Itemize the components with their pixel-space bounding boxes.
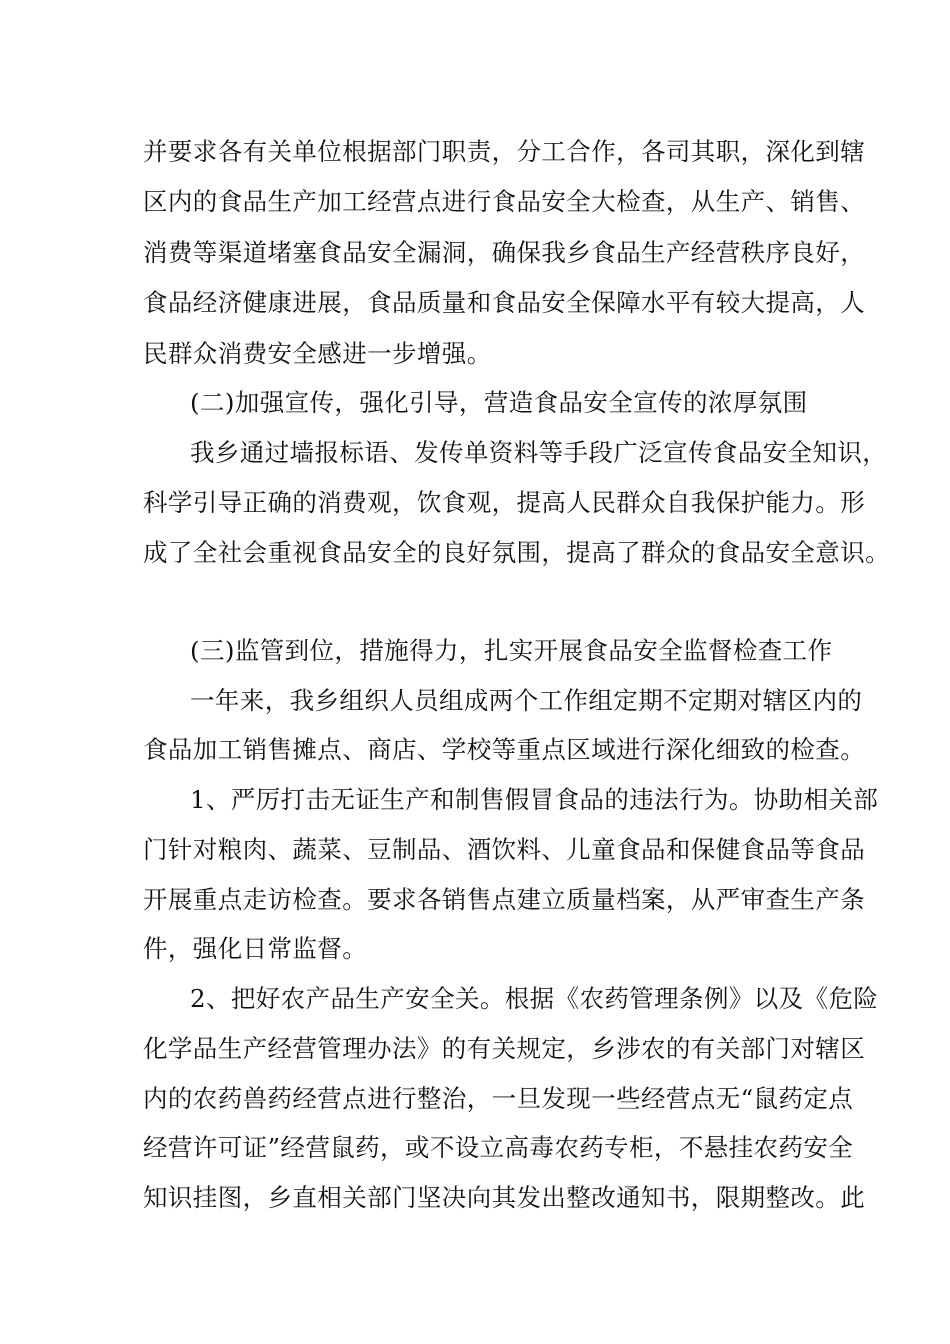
- paragraph-line-6: 我乡通过墙报标语、发传单资料等手段广泛宣传食品安全知识，: [190, 438, 888, 467]
- item-1-line-2: 门针对粮肉、蔬菜、豆制品、酒饮料、儿童食品和保健食品等食品: [143, 835, 866, 864]
- item-1-line-1: 1、严厉打击无证生产和制售假冒食品的违法行为。协助相关部: [190, 785, 879, 814]
- item-2-line-5: 知识挂图，乡直相关部门坚决向其发出整改通知书，限期整改。此: [143, 1183, 866, 1212]
- section-heading-3: (三)监管到位，措施得力，扎实开展食品安全监督检查工作: [190, 636, 833, 665]
- item-2-line-1: 2、把好农产品生产安全关。根据《农药管理条例》以及《危险: [190, 984, 879, 1013]
- item-2-line-3: 内的农药兽药经营点进行整治，一旦发现一些经营点无“鼠药定点: [143, 1084, 854, 1113]
- item-2-line-2: 化学品生产经营管理办法》的有关规定，乡涉农的有关部门对辖区: [143, 1034, 866, 1063]
- item-1-line-4: 件，强化日常监督。: [143, 934, 368, 963]
- paragraph-line-7: 科学引导正确的消费观，饮食观，提高人民群众自我保护能力。形: [143, 488, 866, 517]
- paragraph-line-5: 民群众消费安全感进一步增强。: [143, 339, 492, 368]
- paragraph-line-3: 消费等渠道堵塞食品安全漏洞，确保我乡食品生产经营秩序良好，: [143, 238, 866, 267]
- paragraph-line-8: 成了全社会重视食品安全的良好氛围，提高了群众的食品安全意识。: [143, 538, 890, 567]
- paragraph-line-10: 食品加工销售摊点、商店、学校等重点区域进行深化细致的检查。: [143, 735, 866, 764]
- item-2-line-4: 经营许可证”经营鼠药，或不设立高毒农药专柜，不悬挂农药安全: [143, 1133, 854, 1162]
- paragraph-line-9: 一年来，我乡组织人员组成两个工作组定期不定期对辖区内的: [190, 686, 863, 715]
- section-heading-2: (二)加强宣传，强化引导，营造食品安全宣传的浓厚氛围: [190, 388, 808, 417]
- paragraph-line-4: 食品经济健康进展，食品质量和食品安全保障水平有较大提高，人: [143, 288, 866, 317]
- paragraph-line-1: 并要求各有关单位根据部门职责，分工合作，各司其职，深化到辖: [143, 137, 866, 166]
- item-1-line-3: 开展重点走访检查。要求各销售点建立质量档案，从严审查生产条: [143, 885, 866, 914]
- paragraph-line-2: 区内的食品生产加工经营点进行食品安全大检查，从生产、销售、: [143, 187, 866, 216]
